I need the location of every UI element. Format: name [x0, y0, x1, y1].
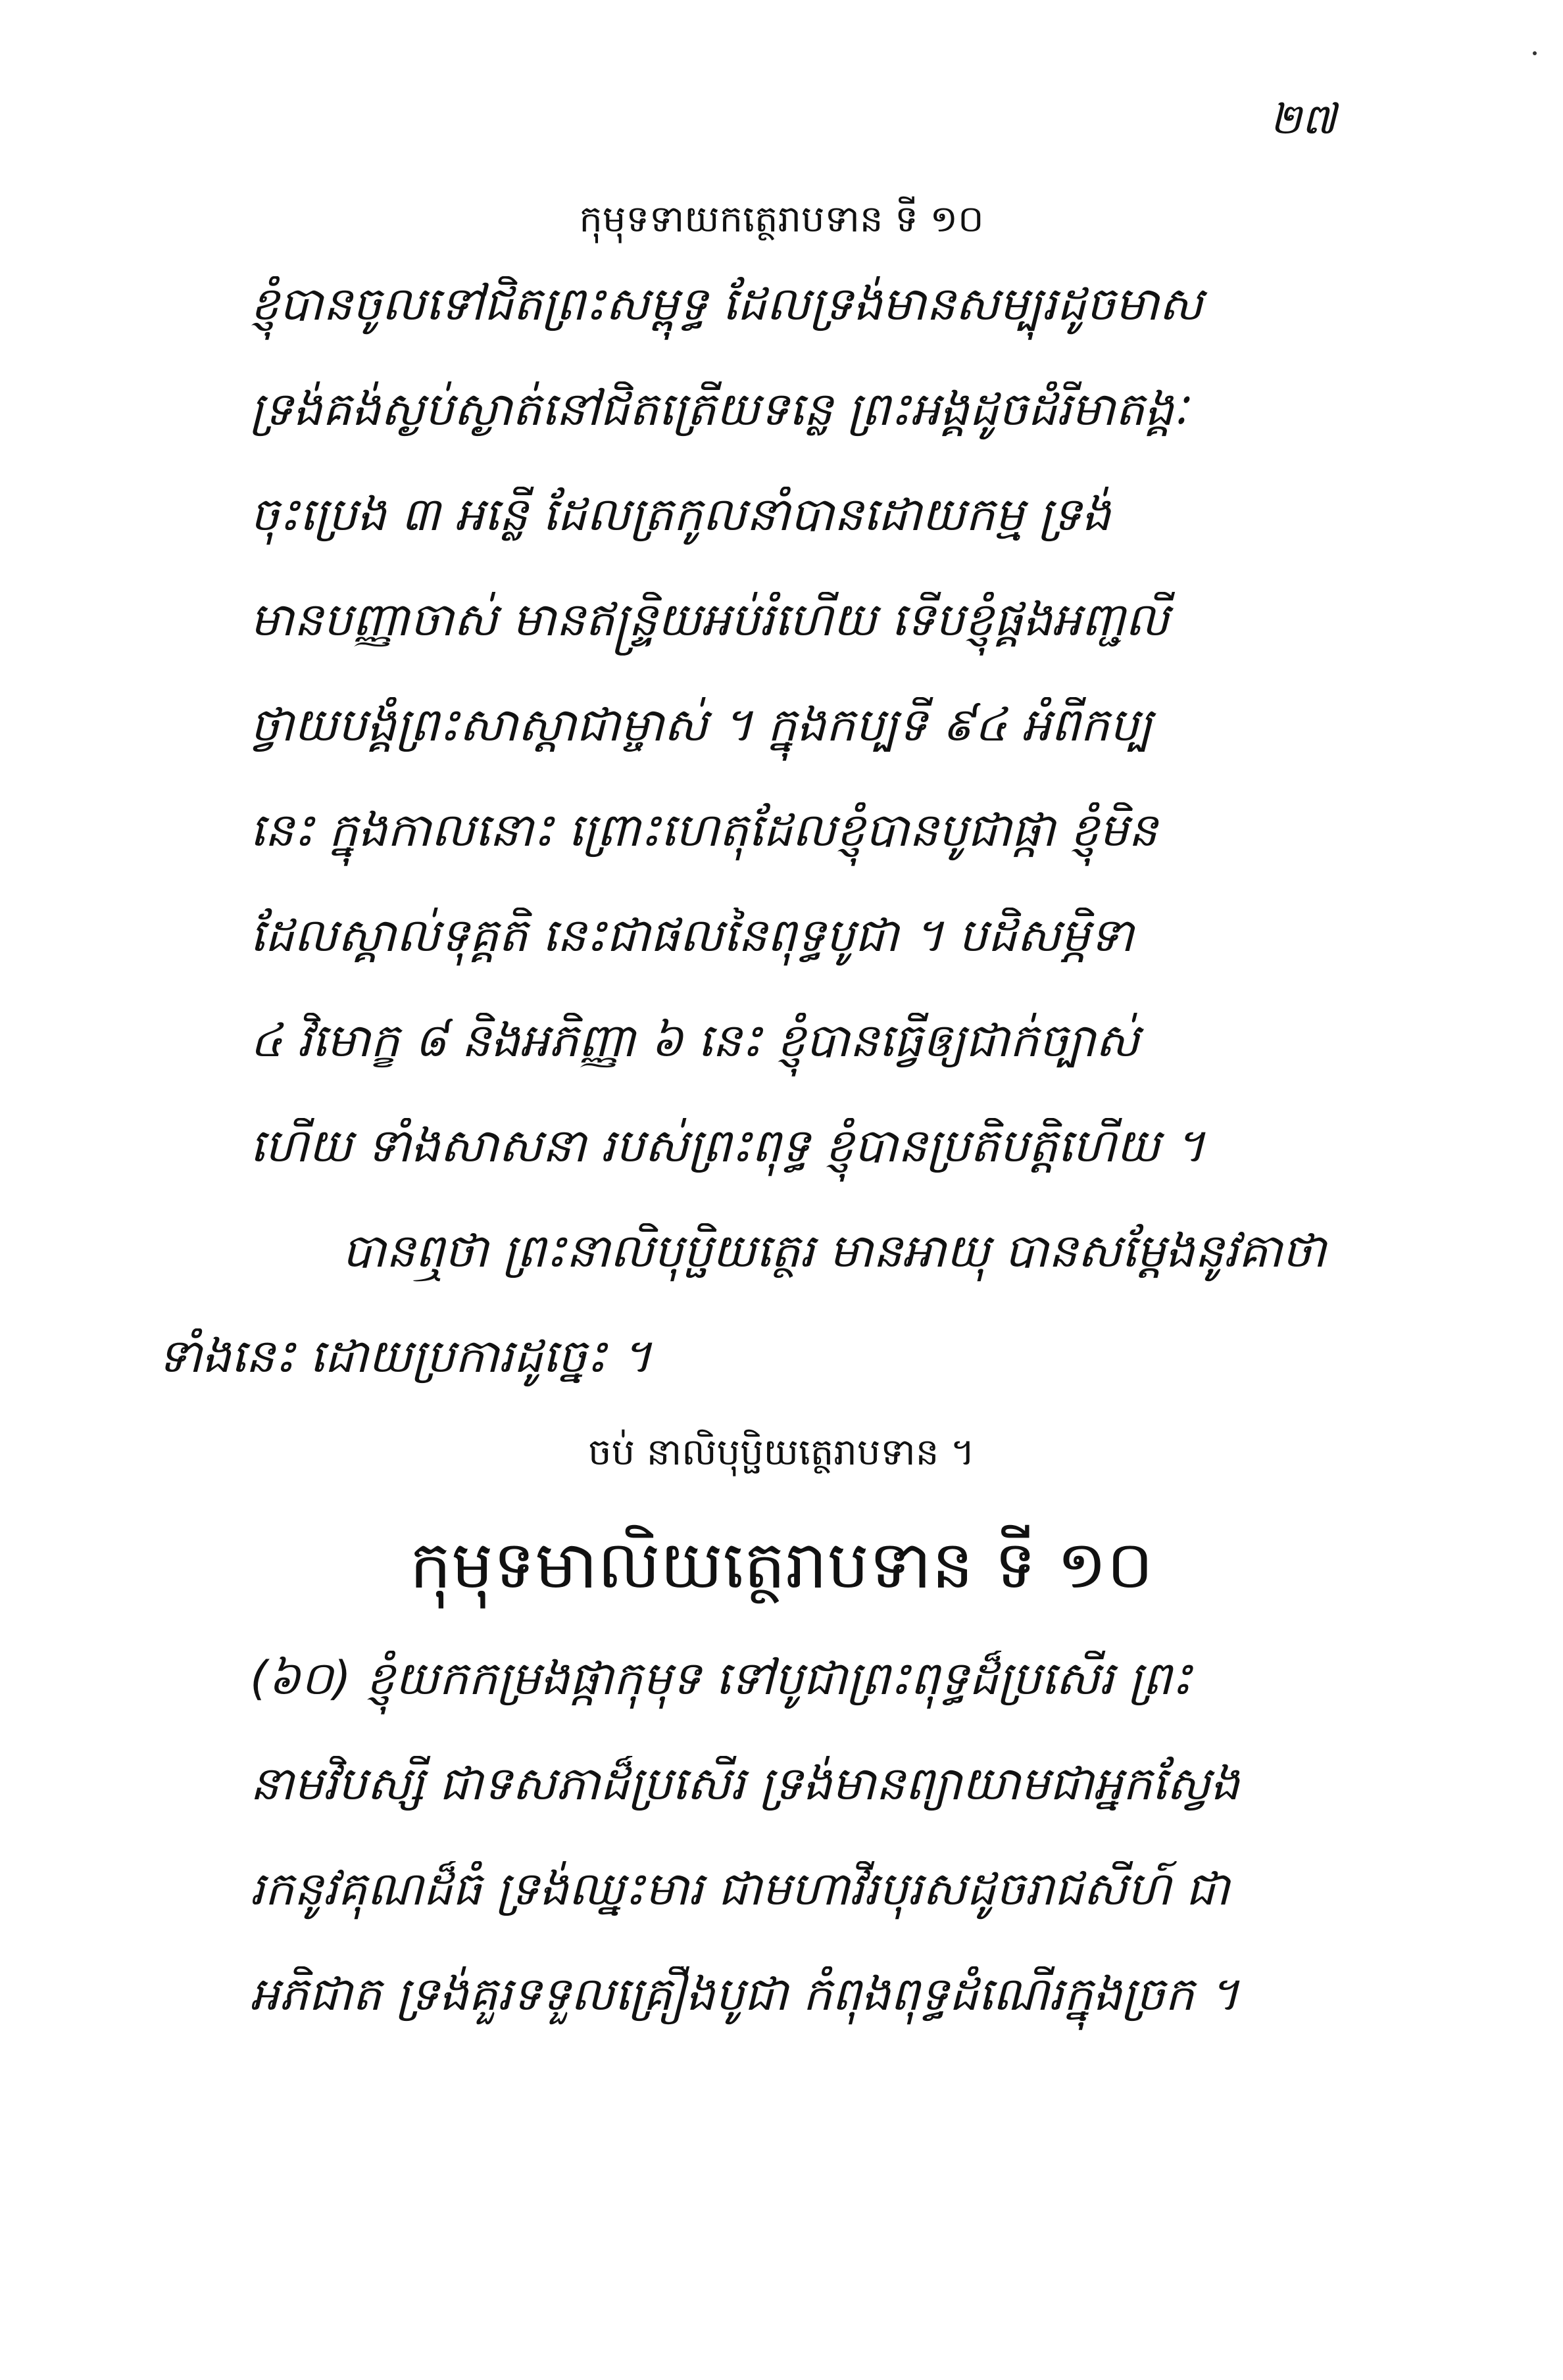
verse-line: នាមវិបស្សី ជាទសភាដ៏ប្រសើរ ទ្រង់មានព្យាយាមជាអ្នកស្វែង [250, 1757, 1240, 1810]
verse-line: ៤ វិមោក្ខ ៨ និងអភិញ្ញា ៦ នេះ ខ្ញុំបានធ្វើឲ្យជាក់ច្បាស់ [250, 1013, 1140, 1067]
verse-line: មានបញ្ញាចាស់ មានឥន្ទ្រិយអប់រំហើយ ទើបខ្ញុំផ្គងអញ្ជលី [250, 593, 1169, 646]
corner-speck [1533, 51, 1537, 55]
section-heading: កុមុទទាយកត្ថេរាបទាន ទី ១០ [579, 198, 984, 241]
verse-block-1 [250, 276, 1355, 1223]
closing-paragraph [342, 1223, 1368, 1328]
verse-line: នេះ ក្នុងកាលនោះ ព្រោះហេតុដែលខ្ញុំបានបូជាផ្កា ខ្ញុំមិន [250, 803, 1158, 857]
verse-line: ខ្ញុំបានចូលទៅជិតព្រះសម្ពុទ្ធ ដែលទ្រង់មានសម្បុរដូចមាស [250, 277, 1203, 331]
chapter-title: កុមុទមាលិយត្ថេរាបទាន ទី ១០ [409, 1526, 1154, 1603]
verse-block-2 [250, 1651, 1355, 2072]
closing-paragraph-cont [158, 1328, 1342, 1434]
verse-line: ទ្រង់គង់ស្ងប់ស្ងាត់នៅជិតត្រើយទន្លេ ព្រះអង្គដូចដំរីមាតង្គៈ [250, 382, 1188, 436]
verse-line: ដែលស្គាល់ទុគ្គតិ នេះជាផលនៃពុទ្ធបូជា ។ បដិសម្ភិទា [250, 908, 1134, 962]
verse-line: រកនូវគុណដ៏ធំ ទ្រង់ឈ្នះមារ ជាមហាវីរបុរសដូចរាជសីហ៍ ជា [250, 1862, 1229, 1916]
verse-line: (៦០) ខ្ញុំយកកម្រងផ្កាកុមុទ ទៅបូជាព្រះពុទ្ធដ៏ប្រសើរ ព្រះ [250, 1651, 1192, 1705]
verse-line: ថ្វាយបង្គំព្រះសាស្ដាជាម្ចាស់ ។ ក្នុងកប្បទី ៩៤ អំពីកប្ប [250, 698, 1153, 752]
verse-line: អភិជាត ទ្រង់គួរទទួលគ្រឿងបូជា កំពុងពុទ្ធដំណើរក្នុងច្រក ។ [250, 1967, 1239, 2021]
verse-line: ហើយ ទាំងសាសនា របស់ព្រះពុទ្ធ ខ្ញុំបានប្រតិបត្តិហើយ ។ [250, 1119, 1205, 1173]
verse-line: ចុះប្រេង ៣ អន្លើ ដែលត្រកូលនាំបានដោយកម្ម ទ្រង់ [250, 487, 1111, 541]
closing-line: ទាំងនេះ ដោយប្រការដូច្នេះ ។ [158, 1329, 652, 1383]
end-note: ចប់ នាលិបុប្ផិយត្ថេរាបទាន ។ [588, 1431, 975, 1474]
page-number: ២៧ [1270, 95, 1336, 144]
closing-line: បានឮថា ព្រះនាលិបុប្ផិយត្ថេរ មានអាយុ បានសម្ដែងនូវគាថា [342, 1224, 1326, 1278]
